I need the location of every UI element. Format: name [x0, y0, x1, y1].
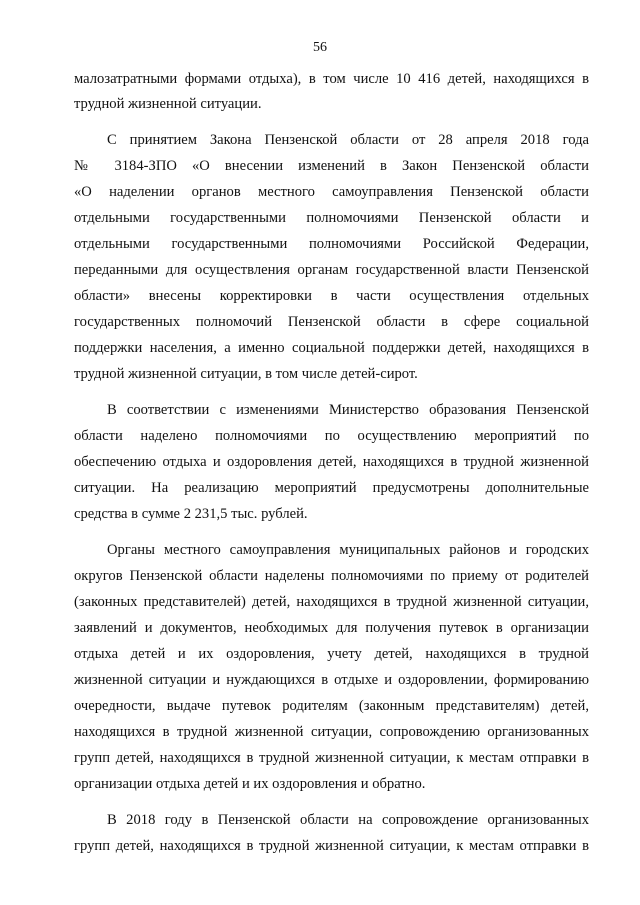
text-line: поддержки населения, а именно социальной поддержки детей, находящихся в: [74, 340, 589, 356]
text-line: С принятием Закона Пензенской области от 28 апреля 2018 года: [107, 132, 589, 148]
text-line: очередности, выдаче путевок родителям (законным представителям) детей,: [74, 698, 589, 714]
text-line: Органы местного самоуправления муниципальных районов и городских: [107, 542, 589, 558]
text-line: организации отдыха детей и их оздоровления и обратно.: [74, 776, 426, 792]
text-line: трудной жизненной ситуации, в том числе детей-сирот.: [74, 366, 418, 382]
text-line: области» внесены корректировки в части осуществления отдельных: [74, 288, 589, 304]
text-line: заявлений и документов, необходимых для получения путевок в организации: [74, 620, 589, 636]
text-line: отдыха детей и их оздоровления, учету детей, находящихся в трудной: [74, 646, 589, 662]
text-line: № 3184-ЗПО «О внесении изменений в Закон Пензенской области: [74, 158, 589, 174]
text-line: округов Пензенской области наделены полномочиями по приему от родителей: [74, 568, 589, 584]
text-line: групп детей, находящихся в трудной жизненной ситуации, к местам отправки в: [74, 750, 589, 766]
text-line: малозатратными формами отдыха), в том числе 10 416 детей, находящихся в: [74, 71, 589, 87]
text-line: отдельными государственными полномочиями Пензенской области и: [74, 210, 589, 226]
page-number: 56: [313, 40, 327, 55]
text-line: отдельными государственными полномочиями Российской Федерации,: [74, 236, 589, 252]
text-line: жизненной ситуации и нуждающихся в отдыхе и оздоровлении, формированию: [74, 672, 589, 688]
text-line: находящихся в трудной жизненной ситуации, сопровождению организованных: [74, 724, 589, 740]
text-line: В соответствии с изменениями Министерство образования Пензенской: [107, 402, 589, 418]
text-line: (законных представителей) детей, находящихся в трудной жизненной ситуации,: [74, 594, 589, 610]
text-line: средства в сумме 2 231,5 тыс. рублей.: [74, 506, 308, 522]
text-line: В 2018 году в Пензенской области на сопровождение организованных: [107, 812, 589, 828]
text-line: ситуации. На реализацию мероприятий предусмотрены дополнительные: [74, 480, 589, 496]
text-line: области наделено полномочиями по осуществлению мероприятий по: [74, 428, 589, 444]
text-line: «О наделении органов местного самоуправления Пензенской области: [74, 184, 589, 200]
text-line: трудной жизненной ситуации.: [74, 96, 262, 112]
text-line: переданными для осуществления органам государственной власти Пензенской: [74, 262, 589, 278]
text-line: обеспечению отдыха и оздоровления детей, находящихся в трудной жизненной: [74, 454, 589, 470]
text-line: групп детей, находящихся в трудной жизненной ситуации, к местам отправки в: [74, 838, 589, 854]
text-line: государственных полномочий Пензенской области в сфере социальной: [74, 314, 589, 330]
